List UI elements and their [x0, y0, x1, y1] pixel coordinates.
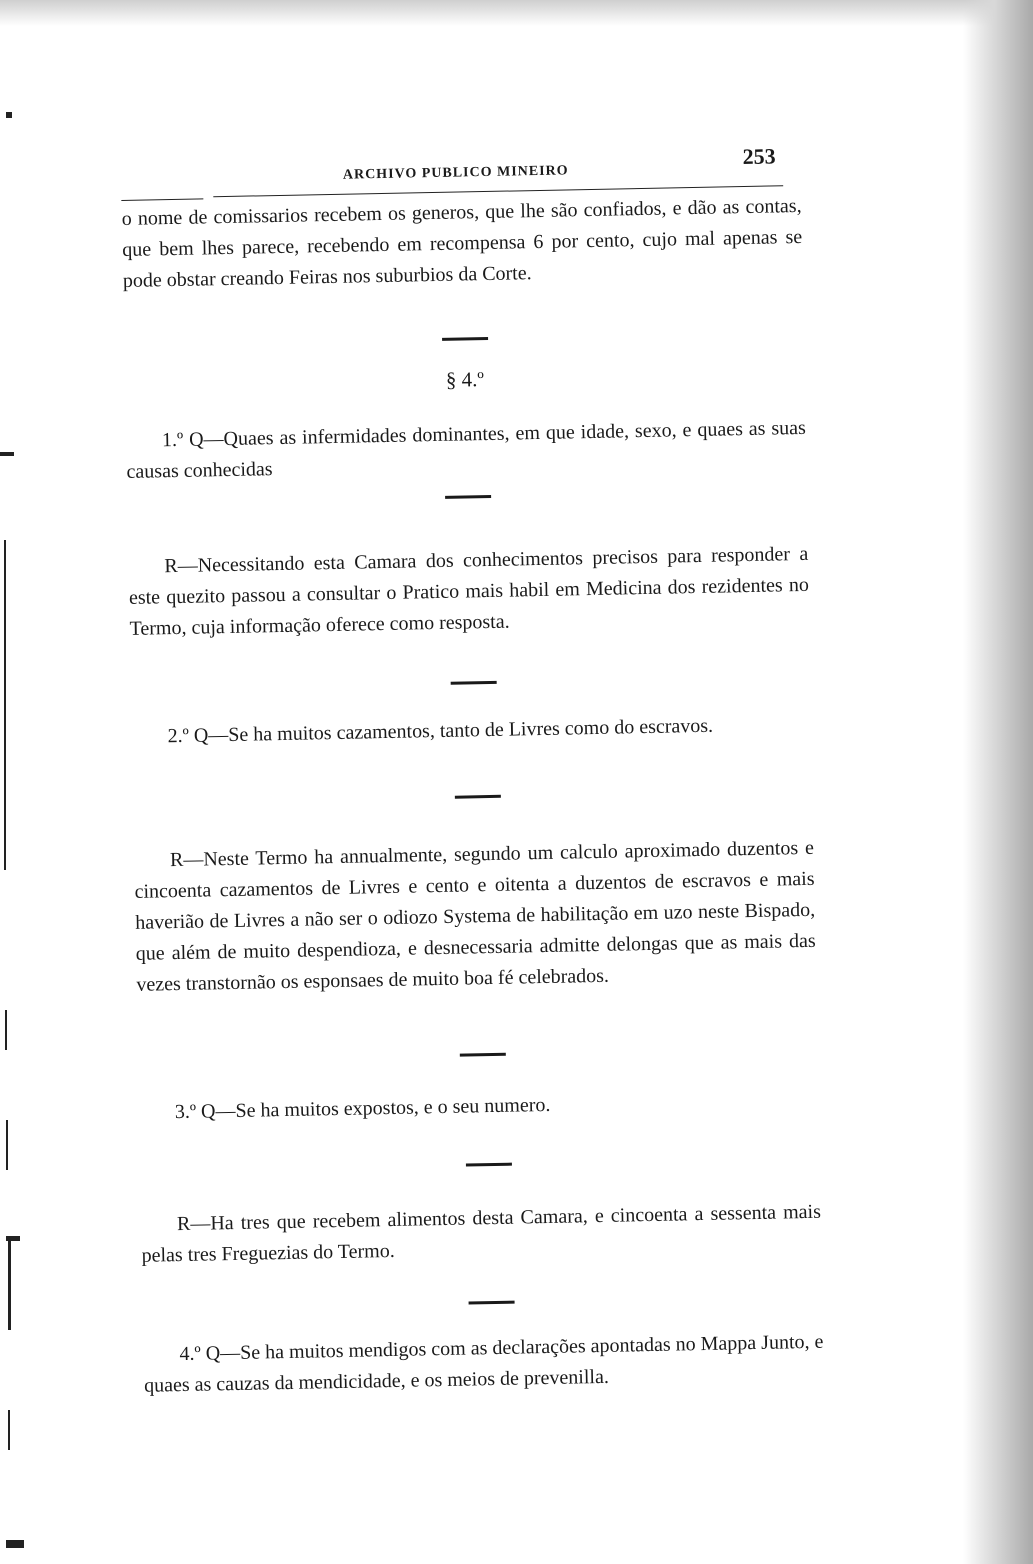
scan-top-shadow — [0, 0, 1033, 26]
question-2: 2.º Q—Se ha muitos cazamentos, tanto de Livres como do escravos. — [167, 714, 714, 748]
question-1: 1.º Q—Quaes as infermidades dominantes, em que idade, sexo, e quaes as suas causas conhecidas — [126, 416, 807, 483]
separator-rule — [455, 795, 501, 799]
page-number: 253 — [742, 143, 776, 170]
running-title: ARCHIVO PUBLICO MINEIRO — [342, 163, 569, 183]
question-4: 4.º Q—Se ha muitos mendigos com as declarações apontadas no Mappa Junto, e quaes as cauzas da mendicidade, e os meios de prevenilla. — [143, 1330, 824, 1397]
header-rule-left — [121, 198, 203, 201]
separator-rule — [460, 1053, 506, 1057]
separator-rule — [445, 495, 491, 499]
answer-2: R—Neste Termo ha annualmente, segundo um calculo aproximado duzentos e cincoenta cazamentos de Livres e cento e oitenta a duzentos de escravos e mais haverião de Livres a não ser o odiozo Systema de habilitação em uzo neste Bispado, que além de muito despendioza, e desnecessaria admitte delongas que as mais das vezes transtornão os esponsaes de muito boa fé celebrados. — [134, 836, 816, 996]
question-3: 3.º Q—Se ha muitos expostos, e o seu numero. — [174, 1093, 551, 1124]
book-page — [120, 117, 825, 1430]
paragraph-intro: o nome de comissarios recebem os generos, que lhe são confiados, e dão as contas, que bem lhes parece, recebendo em recompensa 6 por cento, cujo mal apenas se pode obstar creando Feiras nos suburbios da Corte. — [121, 194, 803, 292]
answer-1: R—Necessitando esta Camara dos conhecimentos precisos para responder a este quezito passou a consultar o Pratico mais habil em Medicina dos rezidentes no Termo, cuja informação oferece como resposta. — [128, 542, 810, 640]
answer-3: R—Ha tres que recebem alimentos desta Camara, e cincoenta a sessenta mais pelas tres Freguezias do Termo. — [141, 1200, 822, 1267]
separator-rule — [466, 1163, 512, 1167]
scan-right-edge — [963, 0, 1033, 1564]
section-heading: § 4.º — [445, 367, 485, 392]
page-header — [120, 129, 801, 182]
separator-rule — [451, 681, 497, 685]
scan-left-margin-marks — [0, 0, 30, 1564]
separator-rule — [469, 1301, 515, 1305]
separator-rule — [442, 337, 488, 341]
